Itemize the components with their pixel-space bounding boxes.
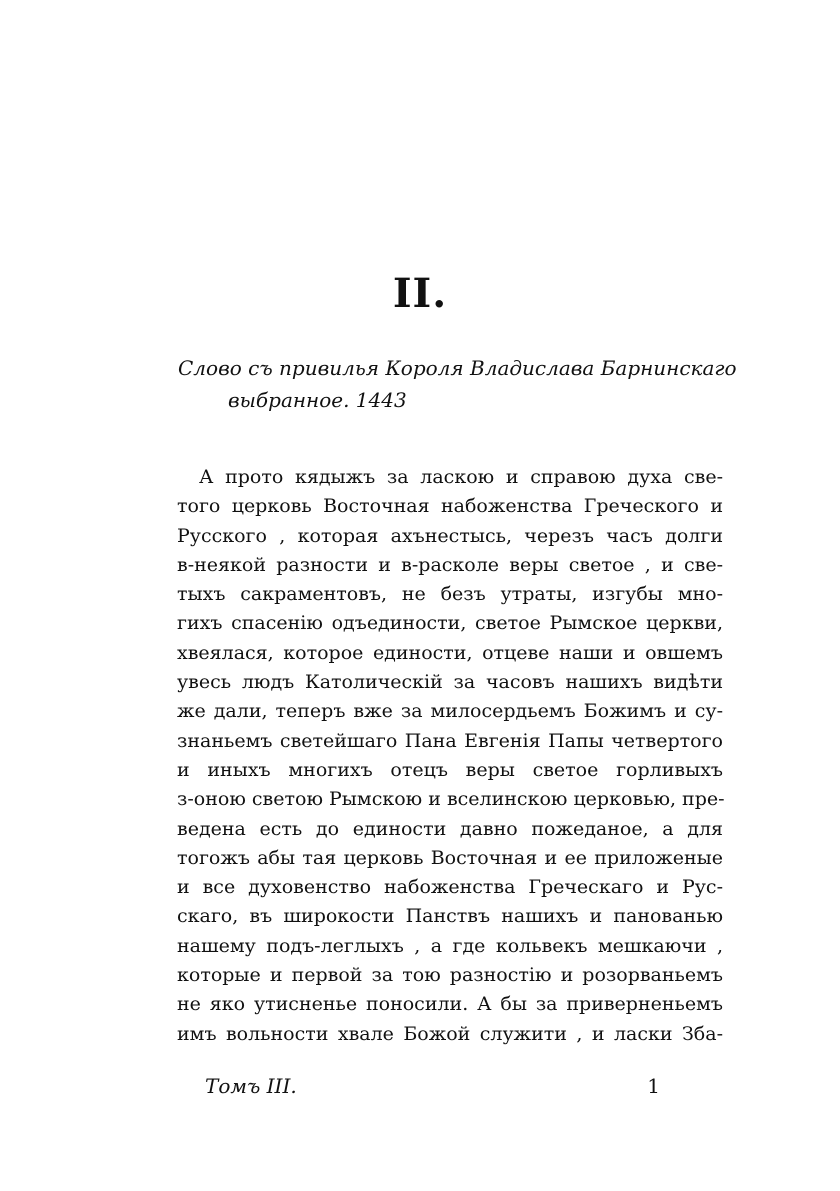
body-line: нашему подъ-леглыхъ , а где кольвекъ мешкаючи , [177,934,723,957]
body-line: з-оною светою Рымскою и вселинскою церковью, пре- [177,788,725,811]
body-line: А прото кядыжъ за ласкою и справою духа све- [199,466,723,488]
body-line: хвеялася, которое единости, отцеве наши и овшемъ [177,641,723,664]
body-line: и иныхъ многихъ отецъ веры светое горливыхъ [177,758,723,781]
body-line: тогожъ абы тая церковь Восточная и ее приложеные [177,846,723,869]
title-line-2: выбранное. 1443 [228,388,407,412]
body-line: тыхъ сакраментовъ, не безъ утраты, изгубы мно- [177,583,723,606]
title-line-1: Слово съ привилья Короля Владислава Барнинскаго [178,356,737,380]
body-line: гихъ спасенiю одъединости, светое Рымское церкви, [177,612,723,635]
section-numeral: II. [392,270,448,317]
body-line: которые и первой за тою разностiю и розорваньемъ [177,964,723,987]
body-line: и все духовенство набоженства Греческаго и Рус- [177,876,723,899]
body-line: в-неякой разности и в-расколе веры светое , и све- [177,553,723,576]
page-number: 1 [647,1074,660,1098]
body-line: ведена есть до единости давно пожеданое, а для [177,817,723,840]
volume-label: Томъ III. [205,1074,297,1098]
body-line: имъ вольности хвале Божой служити , и ласки Зба- [177,1022,723,1045]
body-line: того церковь Восточная набоженства Греческого и [177,495,723,518]
document-title [178,352,738,416]
body-line: скаго, въ широкости Панствъ нашихъ и панованью [177,905,723,928]
body-line: не яко утисненье поносили. А бы за приверненьемъ [177,993,723,1016]
body-text [177,463,723,1049]
body-line: знаньемъ светейшаго Пана Евгенiя Папы четвертого [177,729,723,752]
body-line: увесь людъ Католическiй за часовъ нашихъ видѣти [177,671,723,694]
body-line: же дали, теперъ вже за милосердьемъ Божимъ и су- [177,700,723,723]
body-line: Русского , которая ахънестысь, черезъ часъ долги [177,524,723,547]
